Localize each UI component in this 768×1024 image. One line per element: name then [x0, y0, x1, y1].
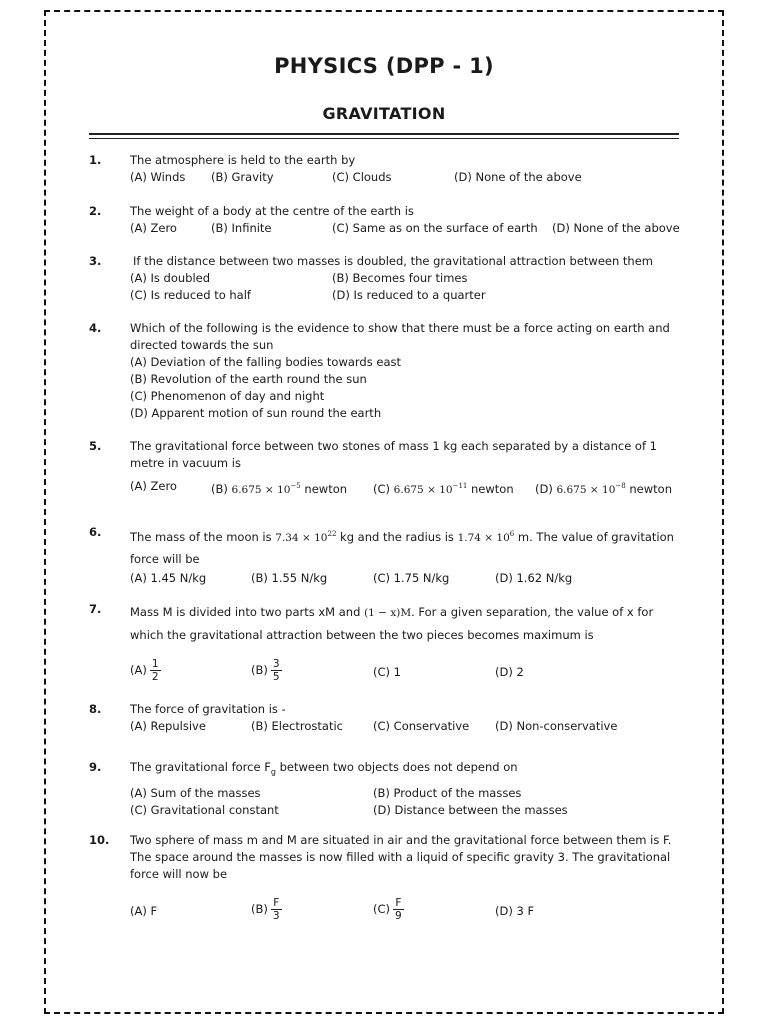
question-number: 4. [89, 321, 102, 335]
option-c: (C) Phenomenon of day and night [130, 389, 325, 403]
question-stem: Which of the following is the evidence to show that there must be a force acting on earth and directed towards the sun [130, 321, 670, 352]
option-c: (C) Clouds [332, 170, 392, 184]
option-a: (A) F [130, 904, 158, 918]
fraction-f-over-3: $\frac{F}{3}$ [272, 897, 280, 922]
fraction-one-half: $\frac{1}{2}$ [151, 658, 159, 683]
page-title: PHYSICS (DPP - 1) [274, 54, 494, 78]
question-number: 9. [89, 760, 102, 774]
option-c: (C) 1.75 N/kg [373, 570, 450, 585]
question-number: 6. [89, 525, 102, 539]
option-a: (A) 1.45 N/kg [130, 570, 207, 585]
question-number: 10. [89, 833, 110, 847]
question-number: 5. [89, 439, 102, 453]
question-stem: Mass M is divided into two parts xM and (1 − x)M. For a given separation, the value of x for which the gravitational attraction between the two pieces becomes maximum is [130, 605, 654, 642]
option-d: (D) Apparent motion of sun round the earth [130, 406, 382, 420]
question-2 [89, 203, 689, 237]
question-stem: The gravitational force between two stones of mass 1 kg each separated by a distance of 1 metre in vacuum is [130, 439, 657, 470]
option-a: (A) Sum of the masses [130, 786, 261, 801]
question-4 [89, 320, 689, 422]
option-a: (A) $\frac{1}{2}$ [130, 658, 159, 683]
question-stem: Two sphere of mass m and M are situated in air and the gravitational force between them is F. The space around the masses is now filled with a liquid of specific gravity 3. The gravitational force will now be [130, 833, 672, 881]
option-a: (A) Zero [130, 221, 177, 235]
question-stem: The force of gravitation is - [130, 702, 286, 716]
question-stem: The mass of the moon is $7.34 \times 10^{22}$ kg and the radius is $1.74 \times 10^6$ m. The value of gravitation force will be [130, 529, 674, 566]
option-d: (D) 3 F [495, 904, 535, 918]
option-a: (A) Is doubled [130, 271, 211, 285]
option-b: (B) Infinite [211, 221, 272, 235]
option-b: (B) Gravity [211, 170, 274, 184]
question-9 [89, 759, 689, 819]
option-b: (B) Revolution of the earth round the sun [130, 372, 367, 386]
option-c: (C) Same as on the surface of earth [332, 221, 538, 235]
option-d: (D) Distance between the masses [373, 803, 568, 818]
fraction-three-fifths: $\frac{3}{5}$ [272, 658, 280, 683]
option-a: (A) Winds [130, 170, 186, 184]
question-number: 7. [89, 602, 102, 616]
option-c: (C) Conservative [373, 719, 470, 733]
question-8 [89, 701, 689, 735]
option-b: (B) $\frac{3}{5}$ [251, 658, 280, 683]
option-a: (A) Deviation of the falling bodies towards east [130, 355, 401, 369]
question-7 [89, 601, 689, 682]
title-divider [89, 133, 679, 139]
option-d: (D) 1.62 N/kg [495, 570, 573, 585]
option-d: (D) None of the above [454, 170, 582, 184]
option-b: (B) Electrostatic [251, 719, 343, 733]
question-6 [89, 524, 689, 587]
option-c: (C) Gravitational constant [130, 803, 279, 818]
question-stem: The atmosphere is held to the earth by [130, 153, 356, 167]
question-stem: The weight of a body at the centre of the earth is [130, 204, 414, 218]
option-d: (D) Non-conservative [495, 719, 618, 733]
option-a: (A) Repulsive [130, 719, 206, 733]
fraction-f-over-9: $\frac{F}{9}$ [395, 897, 402, 922]
option-b: (B) Product of the masses [373, 786, 522, 801]
question-number: 2. [89, 204, 102, 218]
question-number: 3. [89, 254, 102, 268]
question-5 [89, 438, 689, 495]
option-b: (B) $\frac{F}{3}$ [251, 897, 280, 922]
option-d: (D) None of the above [552, 221, 680, 235]
question-1 [89, 152, 689, 186]
option-c: (C) Is reduced to half [130, 288, 251, 302]
question-10 [89, 832, 689, 921]
question-stem: If the distance between two masses is doubled, the gravitational attraction between them [133, 254, 653, 268]
question-3 [89, 253, 689, 304]
option-c: (C) $\frac{F}{9}$ [373, 897, 402, 922]
option-d: (D) Is reduced to a quarter [332, 288, 486, 302]
option-b: (B) 1.55 N/kg [251, 570, 328, 585]
question-number: 8. [89, 702, 102, 716]
page-subtitle: GRAVITATION [322, 104, 446, 123]
option-a: (A) Zero [130, 479, 177, 493]
option-d: (D) $6.675 \times 10^{-8}$ newton [535, 481, 672, 496]
option-b: (B) Becomes four times [332, 271, 468, 285]
option-b: (B) $6.675 \times 10^{-5}$ newton [211, 481, 348, 496]
question-stem: The gravitational force $F_g$ between two objects does not depend on [130, 760, 518, 777]
option-c: (C) 1 [373, 665, 401, 679]
option-d: (D) 2 [495, 665, 524, 679]
option-c: (C) $6.675 \times 10^{-11}$ newton [373, 481, 514, 496]
question-number: 1. [89, 153, 102, 167]
